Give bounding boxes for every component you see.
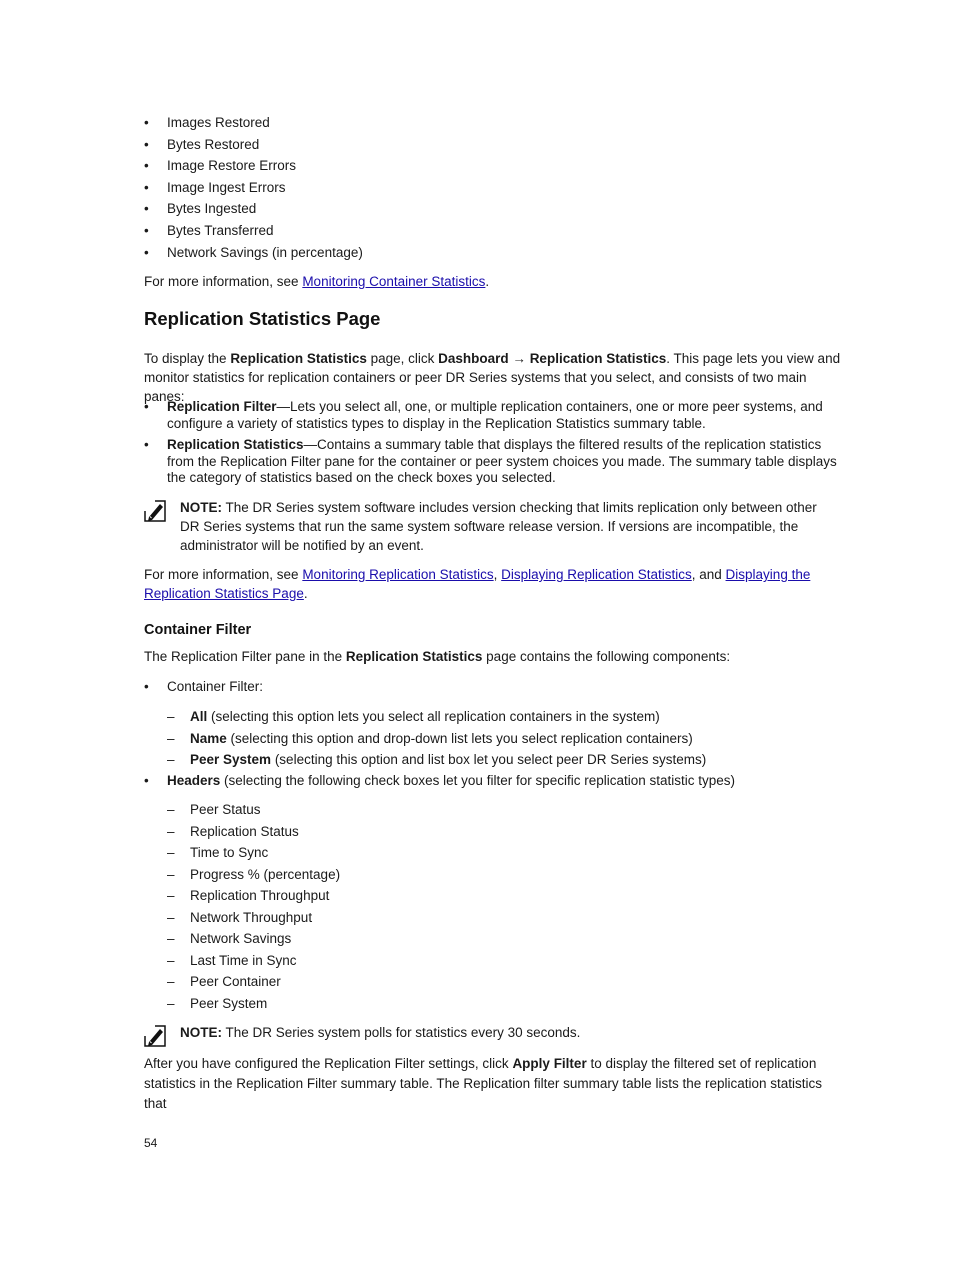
monitoring-replication-statistics-link[interactable]: Monitoring Replication Statistics: [302, 567, 494, 582]
page-number: 54: [144, 1136, 158, 1150]
list-item: • Image Restore Errors: [144, 155, 844, 177]
list-item: • Container Filter:: [144, 677, 844, 696]
list-item: • Images Restored: [144, 112, 844, 134]
note-pencil-icon: [144, 1025, 166, 1047]
list-item: • Bytes Ingested: [144, 198, 844, 220]
filter-options-list: [144, 706, 844, 771]
statistics-bullet-list: [144, 112, 844, 263]
displaying-replication-statistics-link[interactable]: Displaying Replication Statistics: [501, 567, 692, 582]
header-types-list: [144, 799, 844, 1014]
list-item: – Peer System: [144, 993, 844, 1015]
list-item: – Replication Throughput: [144, 885, 844, 907]
note-pencil-icon: [144, 500, 166, 522]
list-item: • Image Ingest Errors: [144, 177, 844, 199]
more-info-paragraph: For more information, see Monitoring Replication Statistics, Displaying Replication Statistics, and Displaying the Replication Statistics Page.: [144, 567, 811, 601]
subsection-heading: [144, 621, 844, 640]
list-item: – Replication Status: [144, 821, 844, 843]
headers-list: [144, 771, 844, 790]
container-filter-list: [144, 677, 844, 696]
monitoring-container-statistics-link[interactable]: Monitoring Container Statistics: [302, 274, 486, 289]
list-item: • Headers (selecting the following check boxes let you filter for specific replication statistic types): [144, 771, 844, 790]
list-item: – Name (selecting this option and drop-down list lets you select replication containers): [144, 728, 844, 750]
list-item: • Bytes Transferred: [144, 220, 844, 242]
container-intro-paragraph: The Replication Filter pane in the Replication Statistics page contains the following components:: [144, 649, 731, 664]
list-item: • Network Savings (in percentage): [144, 242, 844, 264]
list-item: – Peer Status: [144, 799, 844, 821]
list-item: – Last Time in Sync: [144, 950, 844, 972]
more-info-paragraph: For more information, see Monitoring Container Statistics.: [144, 274, 490, 289]
list-item: • Replication Statistics—Contains a summary table that displays the filtered results of the replication statistics from the Replication Filter pane for the container or peer system choices you made. The summary table displays the category of statistics based on the check boxes you selected.: [144, 437, 844, 487]
closing-paragraph: After you have configured the Replication Filter settings, click Apply Filter to display the filtered set of replication statistics in the Replication Filter summary table. The Replication filter summary table lists the replication statistics that: [144, 1056, 823, 1111]
section-heading: [144, 309, 844, 328]
list-item: • Bytes Restored: [144, 134, 844, 156]
subsection-title: Container Filter: [144, 622, 252, 638]
note-callout: NOTE: The DR Series system software includes version checking that limits replication only between other DR Series systems that run the same system software release version. If versions are incompatible, the administrator will be notified by an event.: [180, 500, 817, 553]
list-item: – Time to Sync: [144, 842, 844, 864]
note-callout: NOTE: The DR Series system polls for statistics every 30 seconds.: [180, 1025, 581, 1040]
intro-paragraph: To display the Replication Statistics page, click Dashboard → Replication Statistics. This page lets you view and monitor statistics for replication containers or peer DR Series systems that you select, and consists of two main panes:: [144, 351, 841, 404]
list-item: – Peer System (selecting this option and list box let you select peer DR Series systems): [144, 749, 844, 771]
list-item: – All (selecting this option lets you select all replication containers in the system): [144, 706, 844, 728]
list-item: – Peer Container: [144, 971, 844, 993]
list-item: – Network Throughput: [144, 907, 844, 929]
list-item: – Progress % (percentage): [144, 864, 844, 886]
displaying-replication-statistics-page-link[interactable]: Displaying the Replication Statistics Page: [144, 567, 811, 601]
list-item: – Network Savings: [144, 928, 844, 950]
panes-list: [144, 399, 844, 487]
page-title: Replication Statistics Page: [144, 308, 381, 329]
list-item: • Replication Filter—Lets you select all, one, or multiple replication containers, one or more peer systems, and configure a variety of statistics types to display in the Replication Statistics summary table.: [144, 399, 844, 432]
